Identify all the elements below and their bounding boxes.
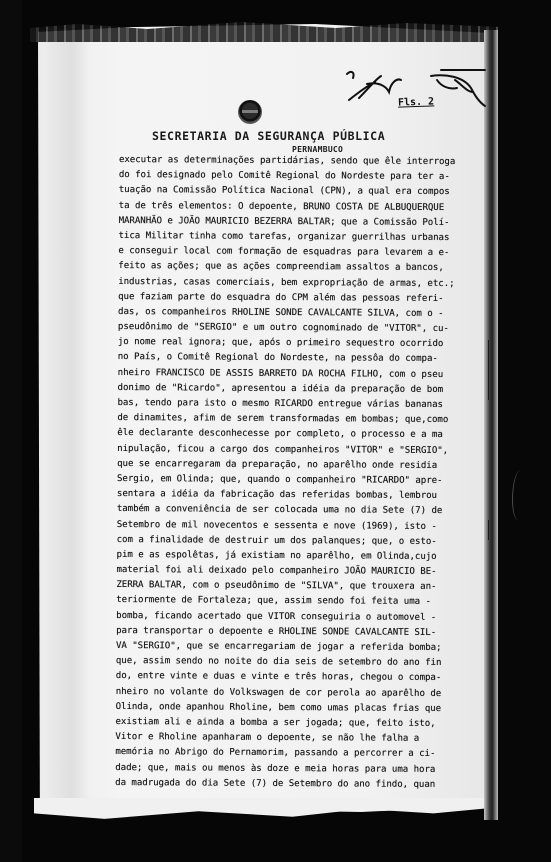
text-line: do foi designado pelo Comitê Regional do Nordeste para ter a- [118, 170, 450, 183]
torn-top-edge [30, 22, 500, 42]
text-line: pim e as espolêtas, já existiam no aparêlho, em Olinda,cujo [116, 549, 437, 562]
text-line: nipulação, ficou a cargo dos companheiros "VITOR" e "SERGIO", [117, 443, 449, 456]
text-line: para transportar o depoente e RHOLINE SONDE CAVALCANTE SIL- [116, 625, 437, 638]
text-line: Olinda, onde apanhou Rholine, bem como umas placas frias que [115, 701, 442, 714]
text-line: teriormente de Fortaleza; que, assim sendo foi feita uma - [116, 595, 431, 608]
text-line: também a conveniência de ser colocada uma no dia Sete (7) de [116, 504, 443, 517]
text-line: memória no Abrigo do Pernamorim, passando a percorrer a ci- [115, 747, 436, 760]
text-line: da madrugada do dia Sete (7) de Setembro do ano findo, quan [115, 777, 436, 790]
text-line: material foi ali deixado pelo companheiro JOÃO MAURICIO BE- [116, 565, 437, 578]
page-number: Fls. 2 [397, 96, 435, 109]
margin-bracket [484, 520, 489, 540]
scan-hair-artifact [512, 470, 527, 520]
text-line: dade; que, mais ou menos às doze e meia horas para uma hora [115, 762, 436, 775]
text-line: executar as determinações partidárias, sendo que êle interroga [118, 154, 456, 168]
scan-border-right [498, 0, 551, 862]
text-line: VA "SERGIO", que se encarregariam de jogar a referida bomba; [115, 640, 442, 653]
text-line: MARANHÃO e JOÃO MAURICIO BEZERRA BALTAR; que a Comissão Polí- [118, 215, 450, 228]
text-line: sentara a idéia da fabricação das referidas bombas, lembrou [116, 489, 438, 502]
scan-artifact-stripe [484, 30, 498, 820]
text-line: de dinamites, afim de serem transformadas em bombas; que,como [117, 413, 449, 426]
text-line: do, entre vinte e duas e vinte e três horas, chegou o compa- [115, 671, 442, 684]
text-line: no País, o Comitê Regional do Nordeste, na pessôa do compa- [117, 352, 438, 365]
text-line: bomba, ficando acertado que VITOR conseguiria o automovel - [116, 610, 437, 623]
margin-bracket [484, 340, 489, 400]
state-subtitle: PERNAMBUCO [292, 145, 344, 154]
text-line: Vitor e Rholine apanharam o depoente, se não lhe falha a [115, 732, 420, 744]
text-line: tuação na Comissão Política Nacional (CPN), a qual era compos [118, 185, 450, 198]
text-line: com a finalidade de destruir um dos palanques; que, o esto- [116, 534, 437, 547]
text-line: que faziam parte do esquadra do CPM além das pessoas referi- [118, 291, 444, 304]
testimony-body [115, 153, 487, 793]
text-line: Setembro de mil novecentos e sessenta e nove (1969), isto - [116, 519, 437, 532]
text-line: industrias, casas comerciais, bem expropriação de armas, etc.; [118, 276, 455, 289]
text-line: das, os companheiros RHOLINE SONDE CAVALCANTE SILVA, com o - [117, 306, 444, 319]
text-line: existiam ali e ainda a bomba a ser jogada; que, feito isto, [115, 716, 436, 729]
text-line: feito as ações; que as ações compreendiam assaltos a bancos, [118, 261, 444, 274]
paper-fold-shadow [44, 40, 90, 810]
text-line: ta de três elementos: O depoente, BRUNO COSTA DE ALBUQUERQUE [118, 200, 445, 213]
text-line: nheiro FRANCISCO DE ASSIS BARRETO DA ROCHA FILHO, com o pseu [117, 367, 444, 380]
text-line: bas, tendo para isto o mesmo RICARDO entregue várias bananas [117, 397, 443, 410]
text-line: nheiro no volante do Volkswagen de cor perola ao aparêlho de [115, 686, 442, 699]
text-line: pseudônimo de "SERGIO" e um outro cognominado de "VITOR", cu- [117, 322, 449, 335]
text-line: que, assim sendo no noite do dia seis de setembro do ano fin [115, 656, 442, 669]
coat-of-arms-icon [238, 100, 262, 124]
torn-bottom-edge [34, 798, 504, 820]
text-line: Sergio, em Olinda; que, quando o companheiro "RICARDO" apre- [116, 473, 443, 486]
text-line: que se encarregaram da preparação, no aparêlho onde residia [117, 458, 438, 471]
text-line: ZERRA BALTAR, com o pseudônimo de "SILVA", que trouxera an- [116, 580, 437, 593]
text-line: êle declarante desconhecesse por completo, o processo e a ma [117, 428, 443, 441]
agency-title: SECRETARIA DA SEGURANÇA PÚBLICA [152, 129, 386, 143]
text-line: jo nome real ignora; que, após o primeiro sequestro ocorrido [117, 337, 444, 350]
text-line: donimo de "Ricardo", apresentou a idéia da preparação de bom [117, 382, 444, 395]
text-line: tica Militar tinha como tarefas, organizar guerrilhas urbanas [118, 230, 450, 243]
text-line: e conseguir local com formação de esquadras para levarem a e- [118, 246, 450, 259]
scan-border-left [0, 0, 22, 862]
